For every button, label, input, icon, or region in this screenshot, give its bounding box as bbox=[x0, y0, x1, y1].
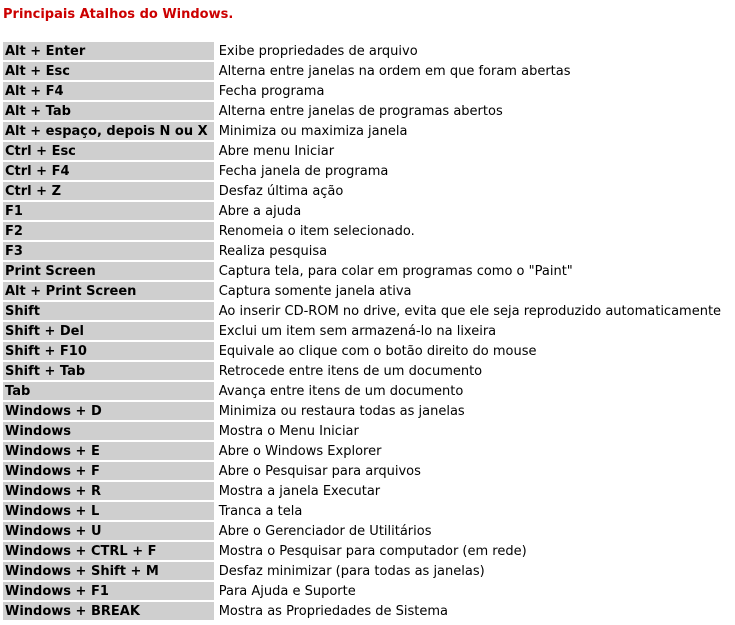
shortcut-description: Fecha programa bbox=[218, 84, 325, 99]
shortcut-description: Mostra a janela Executar bbox=[218, 484, 381, 499]
shortcut-description: Tranca a tela bbox=[218, 504, 303, 519]
shortcut-key: Alt + Enter bbox=[3, 42, 214, 60]
table-row bbox=[3, 122, 735, 140]
shortcut-key: Alt + espaço, depois N ou X bbox=[3, 122, 214, 140]
shortcut-key: Shift + Del bbox=[3, 322, 214, 340]
shortcut-key: Windows + F1 bbox=[3, 582, 214, 600]
table-row bbox=[3, 462, 735, 480]
shortcut-key: Alt + Print Screen bbox=[3, 282, 214, 300]
table-row bbox=[3, 542, 735, 560]
shortcut-key: Alt + Tab bbox=[3, 102, 214, 120]
table-row bbox=[3, 602, 735, 620]
shortcut-description: Minimiza ou maximiza janela bbox=[218, 124, 408, 139]
shortcut-key: F2 bbox=[3, 222, 214, 240]
shortcut-description: Mostra as Propriedades de Sistema bbox=[218, 604, 449, 619]
shortcut-description: Equivale ao clique com o botão direito do mouse bbox=[218, 344, 537, 359]
shortcut-key: Windows bbox=[3, 422, 214, 440]
table-row bbox=[3, 162, 735, 180]
shortcut-key: Windows + BREAK bbox=[3, 602, 214, 620]
shortcut-key: Windows + E bbox=[3, 442, 214, 460]
shortcut-description: Para Ajuda e Suporte bbox=[218, 584, 356, 599]
table-row bbox=[3, 442, 735, 460]
table-row bbox=[3, 42, 735, 60]
table-row bbox=[3, 522, 735, 540]
shortcut-description: Exibe propriedades de arquivo bbox=[218, 44, 418, 59]
shortcut-description: Captura tela, para colar em programas como o "Paint" bbox=[218, 264, 573, 279]
shortcut-description: Abre menu Iniciar bbox=[218, 144, 335, 159]
shortcut-description: Avança entre itens de um documento bbox=[218, 384, 464, 399]
shortcut-description: Renomeia o item selecionado. bbox=[218, 224, 415, 239]
table-row bbox=[3, 382, 735, 400]
page-title: Principais Atalhos do Windows. bbox=[3, 7, 234, 22]
table-row bbox=[3, 562, 735, 580]
shortcut-key: Print Screen bbox=[3, 262, 214, 280]
shortcut-description: Exclui um item sem armazená-lo na lixeira bbox=[218, 324, 497, 339]
shortcut-key: Windows + R bbox=[3, 482, 214, 500]
shortcut-description: Alterna entre janelas na ordem em que foram abertas bbox=[218, 64, 571, 79]
shortcut-description: Fecha janela de programa bbox=[218, 164, 389, 179]
table-row bbox=[3, 302, 735, 320]
shortcut-description: Minimiza ou restaura todas as janelas bbox=[218, 404, 465, 419]
shortcut-key: F3 bbox=[3, 242, 214, 260]
shortcut-key: Ctrl + Esc bbox=[3, 142, 214, 160]
shortcut-description: Abre o Windows Explorer bbox=[218, 444, 382, 459]
shortcut-key: Alt + F4 bbox=[3, 82, 214, 100]
shortcut-table bbox=[3, 42, 735, 622]
shortcut-key: Alt + Esc bbox=[3, 62, 214, 80]
shortcut-key: Shift + F10 bbox=[3, 342, 214, 360]
shortcut-description: Desfaz minimizar (para todas as janelas) bbox=[218, 564, 485, 579]
shortcut-key: Windows + U bbox=[3, 522, 214, 540]
shortcut-description: Abre o Pesquisar para arquivos bbox=[218, 464, 421, 479]
table-row bbox=[3, 402, 735, 420]
shortcut-key: Windows + Shift + M bbox=[3, 562, 214, 580]
table-row bbox=[3, 582, 735, 600]
table-row bbox=[3, 502, 735, 520]
table-row bbox=[3, 102, 735, 120]
table-row bbox=[3, 202, 735, 220]
shortcut-key: F1 bbox=[3, 202, 214, 220]
table-row bbox=[3, 282, 735, 300]
table-row bbox=[3, 362, 735, 380]
table-row bbox=[3, 422, 735, 440]
shortcut-description: Mostra o Menu Iniciar bbox=[218, 424, 359, 439]
shortcut-key: Windows + L bbox=[3, 502, 214, 520]
shortcut-key: Shift + Tab bbox=[3, 362, 214, 380]
table-row bbox=[3, 222, 735, 240]
table-row bbox=[3, 62, 735, 80]
shortcut-key: Windows + CTRL + F bbox=[3, 542, 214, 560]
shortcut-key: Ctrl + Z bbox=[3, 182, 214, 200]
shortcut-key: Windows + D bbox=[3, 402, 214, 420]
table-row bbox=[3, 142, 735, 160]
shortcut-key: Tab bbox=[3, 382, 214, 400]
table-row bbox=[3, 182, 735, 200]
shortcut-key: Shift bbox=[3, 302, 214, 320]
table-row bbox=[3, 342, 735, 360]
shortcut-description: Abre o Gerenciador de Utilitários bbox=[218, 524, 432, 539]
shortcut-description: Retrocede entre itens de um documento bbox=[218, 364, 483, 379]
shortcut-description: Abre a ajuda bbox=[218, 204, 302, 219]
table-row bbox=[3, 322, 735, 340]
table-row bbox=[3, 242, 735, 260]
table-row bbox=[3, 262, 735, 280]
shortcut-description: Captura somente janela ativa bbox=[218, 284, 412, 299]
shortcut-description: Realiza pesquisa bbox=[218, 244, 328, 259]
shortcut-description: Ao inserir CD-ROM no drive, evita que ele seja reproduzido automaticamente bbox=[218, 304, 722, 319]
table-row bbox=[3, 482, 735, 500]
shortcut-key: Windows + F bbox=[3, 462, 214, 480]
shortcut-description: Desfaz última ação bbox=[218, 184, 344, 199]
shortcut-key: Ctrl + F4 bbox=[3, 162, 214, 180]
shortcut-description: Alterna entre janelas de programas abertos bbox=[218, 104, 503, 119]
shortcut-description: Mostra o Pesquisar para computador (em rede) bbox=[218, 544, 527, 559]
table-row bbox=[3, 82, 735, 100]
